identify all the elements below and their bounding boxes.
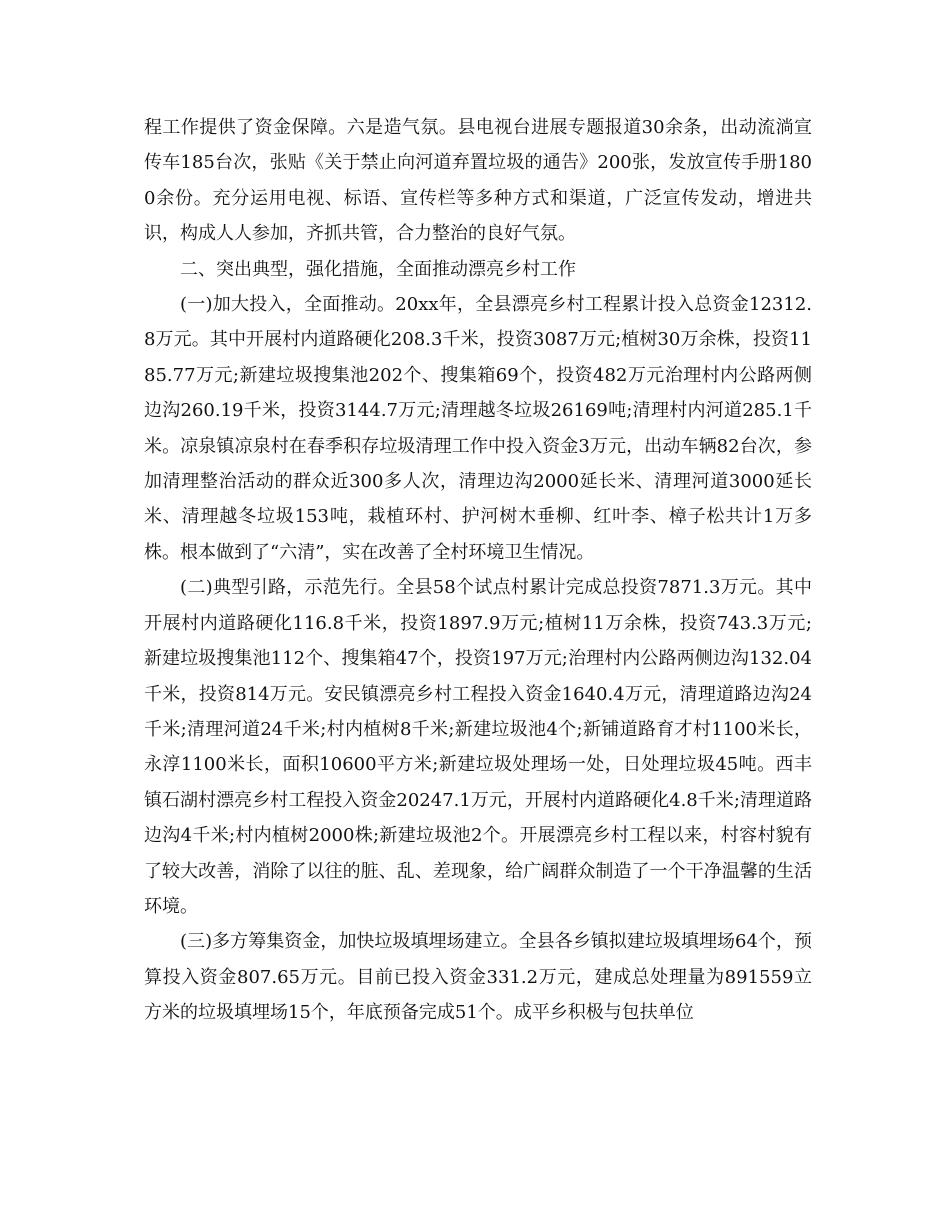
section-heading: 二、突出典型，强化措施，全面推动漂亮乡村工作 <box>180 258 576 280</box>
paragraph-continued: 程工作提供了资金保障。六是造气氛。县电视台进展专题报道30余条，出动流淌宣传车185台次，张贴《关于禁止向河道弃置垃圾的通告》200张，发放宣传手册1800余份。充分运用电视、标语、宣传栏等多种方式和渠道，广泛宣传发动，增进共识，构成人人参加，齐抓共管，合力整治的良好气氛。 <box>144 117 812 245</box>
paragraph-landfill: (三)多方筹集资金，加快垃圾填埋场建立。全县各乡镇拟建垃圾填埋场64个，预算投入资金807.65万元。目前已投入资金331.2万元，建成总处理量为891559立方米的垃圾填埋场15个，年底预备完成51个。成平乡积极与包扶单位 <box>144 931 812 1024</box>
document-body <box>144 110 812 1031</box>
paragraph-pilot-villages: (二)典型引路，示范先行。全县58个试点村累计完成总投资7871.3万元。其中开展村内道路硬化116.8千米，投资1897.9万元;植树11万余株，投资743.3万元;新建垃圾搜集池112个、搜集箱47个，投资197万元;治理村内公路两侧边沟132.04千米，投资814万元。安民镇漂亮乡村工程投入资金1640.4万元，清理道路边沟24千米;清理河道24千米;村内植树8千米;新建垃圾池4个;新铺道路育才村1100米长，永淳1100米长，面积10600平方米;新建垃圾处理场一处，日处理垃圾45吨。西丰镇石湖村漂亮乡村工程投入资金20247.1万元，开展村内道路硬化4.8千米;清理道路边沟4千米;村内植树2000株;新建垃圾池2个。开展漂亮乡村工程以来，村容村貌有了较大改善，消除了以往的脏、乱、差现象，给广阔群众制造了一个干净温馨的生活环境。 <box>144 577 812 917</box>
paragraph-investment: (一)加大投入，全面推动。20xx年，全县漂亮乡村工程累计投入总资金12312.8万元。其中开展村内道路硬化208.3千米，投资3087万元;植树30万余株，投资1185.77万元;新建垃圾搜集池202个、搜集箱69个，投资482万元治理村内公路两侧边沟260.19千米，投资3144.7万元;清理越冬垃圾26169吨;清理村内河道285.1千米。凉泉镇凉泉村在春季积存垃圾清理工作中投入资金3万元，出动车辆82台次，参加清理整治活动的群众近300多人次，清理边沟2000延长米、清理河道3000延长米、清理越冬垃圾153吨，栽植环村、护河树木垂柳、红叶李、樟子松共计1万多株。根本做到了“六清”，实在改善了全村环境卫生情况。 <box>144 294 812 563</box>
